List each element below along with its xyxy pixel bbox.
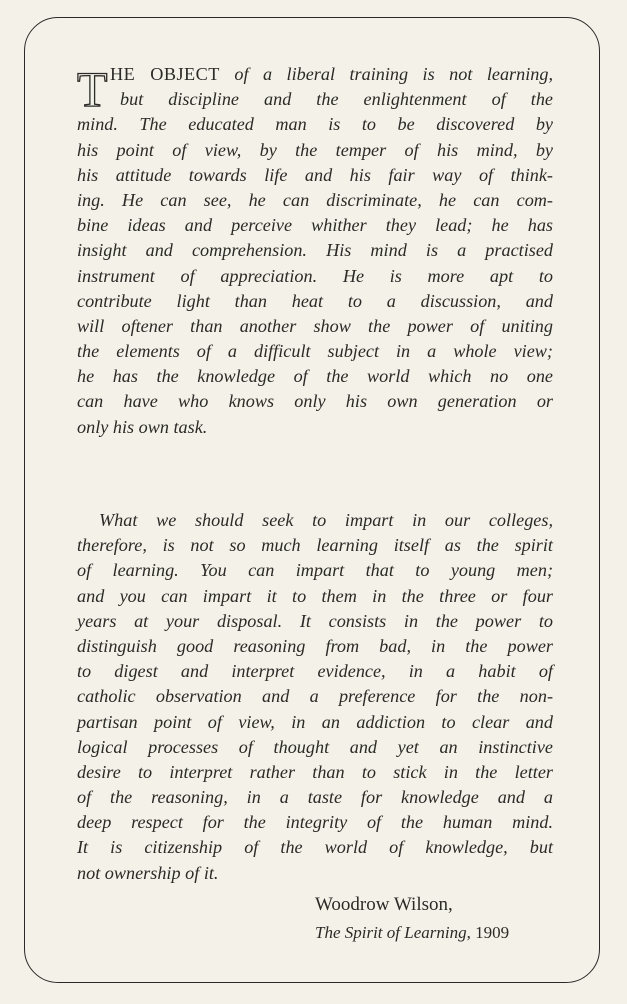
text-line: What we should seek to impart in our colleges, [99,510,553,530]
text-line: bine ideas and perceive whither they lead; he has [77,215,553,236]
work-title: The Spirit of Learning [315,923,467,942]
text-line: distinguish good reasoning from bad, in the power [77,635,553,656]
text-line: instrument of appreciation. He is more apt to [77,265,553,286]
text-line: ing. He can see, he can discriminate, he can com- [77,189,553,210]
text-line: catholic observation and a preference for the non- [77,686,553,707]
text-line: contribute light than heat to a discussion, and [77,290,553,311]
text-line: of the reasoning, in a taste for knowledge and a [77,787,553,808]
small-caps-opening: HE OBJECT [110,64,220,84]
text-line: therefore, is not so much learning itself as the spirit [77,535,553,556]
text-line: to digest and interpret evidence, in a habit of [77,661,553,682]
text-line: years at your disposal. It consists in the power to [77,610,553,631]
text-line: deep respect for the integrity of the human mind. [77,812,553,833]
paragraph-2 [77,508,553,886]
text-line: It is citizenship of the world of knowledge, but [77,837,553,858]
text-line: only his own task. [77,416,208,437]
text-line: not ownership of it. [77,862,219,883]
text-line: insight and comprehension. His mind is a practised [77,240,553,261]
author-name: Woodrow Wilson, [315,894,453,915]
text-line: mind. The educated man is to be discovered by [77,114,553,135]
text-line: partisan point of view, in an addiction to clear and [77,711,553,732]
text-line: can have who knows only his own generation or [77,391,553,412]
source-citation [315,923,509,943]
text-line: of learning. You can impart that to young men; [77,560,553,581]
text-fragment: of a liberal training is not learning, [234,64,554,84]
text-line [77,62,553,87]
drop-cap: T [77,61,108,117]
text-line: his attitude towards life and his fair way of think- [77,164,553,185]
text-line: desire to interpret rather than to stick in the letter [77,761,553,782]
text-line: the elements of a difficult subject in a whole view; [77,341,553,362]
text-line: but discipline and the enlightenment of the [120,89,553,110]
text-line: his point of view, by the temper of his mind, by [77,139,553,160]
paragraph-1 [77,62,553,440]
text-line: will oftener than another show the power of uniting [77,315,553,336]
text-line: logical processes of thought and yet an instinctive [77,736,553,757]
year: , 1909 [466,923,510,942]
text-line: and you can impart it to them in the three or four [77,585,553,606]
text-line: he has the knowledge of the world which no one [77,366,553,387]
